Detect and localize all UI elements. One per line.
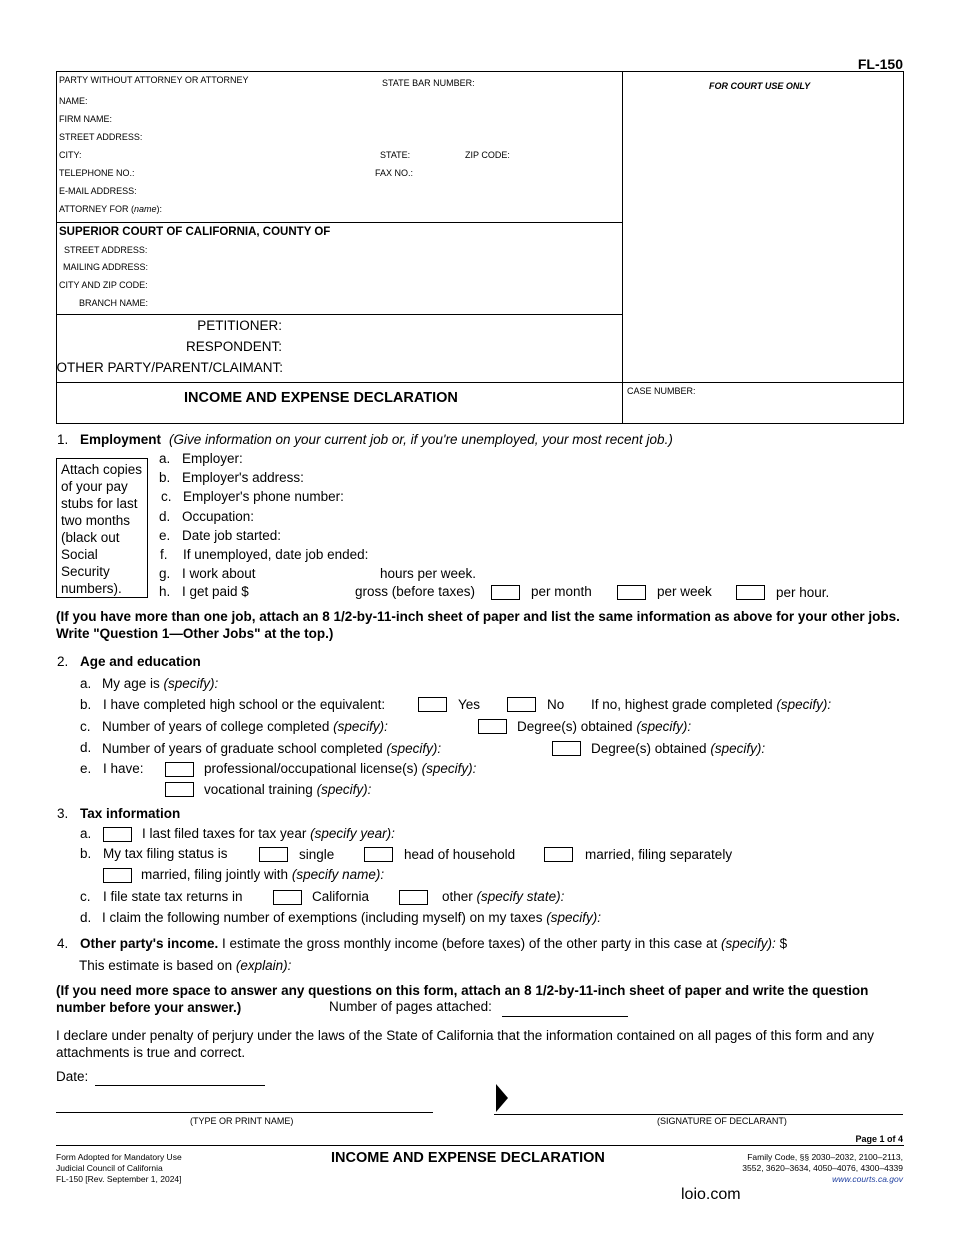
more-jobs-note: (If you have more than one job, attach an 8 1/2-by-11-inch sheet of paper and list the same information as above for your other jobs. Write "Question 1—Other Jobs" at the top.) bbox=[56, 609, 900, 641]
q4-text: Other party's income. I estimate the gross monthly income (before taxes) of the other party in this case at (specify): $ bbox=[80, 936, 788, 951]
q1f-text: If unemployed, date job ended: bbox=[183, 547, 369, 562]
mfj-checkbox[interactable] bbox=[103, 868, 132, 883]
per-hour-label: per hour. bbox=[776, 585, 830, 600]
q1e-text: Date job started: bbox=[182, 528, 282, 543]
more-space-note: (If you need more space to answer any questions on this form, attach an 8 1/2-by-11-inch sheet of paper and write the question number before your answer.) bbox=[56, 983, 869, 1015]
adopted-line-2: Judicial Council of California bbox=[56, 1163, 163, 1173]
court-branch-label: BRANCH NAME: bbox=[79, 298, 149, 308]
q1a-text: Employer: bbox=[182, 451, 243, 466]
q3c-text: I file state tax returns in bbox=[103, 889, 243, 904]
zip-label: ZIP CODE: bbox=[465, 150, 510, 160]
q3c-letter: c. bbox=[80, 889, 91, 904]
per-hour-checkbox[interactable] bbox=[736, 585, 765, 600]
paystub-note: Attach copies of your pay stubs for last two months (black out Social Security numbers). bbox=[56, 458, 148, 598]
q3b-text: My tax filing status is bbox=[103, 846, 228, 861]
print-name-line[interactable] bbox=[56, 1112, 433, 1113]
q2-number: 2. bbox=[57, 654, 69, 669]
attorney-heading: PARTY WITHOUT ATTORNEY OR ATTORNEY bbox=[59, 75, 249, 85]
q1-note: (Give information on your current job or, if you're unemployed, your most recent job.) bbox=[169, 432, 673, 447]
city-label: CITY: bbox=[59, 150, 82, 160]
state-bar-label: STATE BAR NUMBER: bbox=[382, 78, 475, 88]
date-line[interactable] bbox=[95, 1085, 265, 1086]
q2d-letter: d. bbox=[80, 740, 92, 755]
grad-degree-checkbox[interactable] bbox=[552, 741, 581, 756]
single-checkbox[interactable] bbox=[259, 847, 288, 862]
q3a-letter: a. bbox=[80, 826, 92, 841]
divider-court bbox=[56, 222, 622, 223]
q3-heading: Tax information bbox=[80, 806, 181, 821]
court-street-label: STREET ADDRESS: bbox=[64, 245, 148, 255]
form-id: FL-150 bbox=[857, 56, 903, 72]
q3-number: 3. bbox=[57, 806, 69, 821]
form-title: INCOME AND EXPENSE DECLARATION bbox=[184, 390, 458, 406]
q2a-text: My age is (specify): bbox=[102, 676, 219, 691]
phone-label: TELEPHONE NO.: bbox=[59, 168, 135, 178]
court-city-label: CITY AND ZIP CODE: bbox=[59, 280, 148, 290]
per-month-label: per month bbox=[531, 584, 592, 599]
other-state-checkbox[interactable] bbox=[399, 890, 428, 905]
vocational-checkbox[interactable] bbox=[165, 782, 194, 797]
signature-label: (SIGNATURE OF DECLARANT) bbox=[657, 1116, 787, 1126]
q3d-letter: d. bbox=[80, 910, 92, 925]
name-label: NAME: bbox=[59, 96, 88, 106]
california-label: California bbox=[312, 889, 370, 904]
court-heading: SUPERIOR COURT OF CALIFORNIA, COUNTY OF bbox=[59, 226, 331, 238]
date-label: Date: bbox=[56, 1069, 89, 1084]
q2a-letter: a. bbox=[80, 676, 92, 691]
declaration-text: I declare under penalty of perjury under the laws of the State of California that the information contained on all pages of this form and any attachments is true and correct. bbox=[56, 1028, 874, 1060]
email-label: E-MAIL ADDRESS: bbox=[59, 186, 137, 196]
q1-heading: Employment bbox=[80, 432, 162, 447]
q1g-text: I work about bbox=[182, 566, 256, 581]
pages-attached-label: Number of pages attached: bbox=[329, 999, 492, 1014]
q3d-text: I claim the following number of exemptions (including myself) on my taxes (specify): bbox=[102, 910, 601, 925]
q2d-text: Number of years of graduate school completed (specify): bbox=[102, 741, 442, 756]
college-degree-label: Degree(s) obtained (specify): bbox=[517, 719, 692, 734]
state-label: STATE: bbox=[380, 150, 411, 160]
q2c-text: Number of years of college completed (specify): bbox=[102, 719, 388, 734]
grad-degree-label: Degree(s) obtained (specify): bbox=[591, 741, 766, 756]
footer-title: INCOME AND EXPENSE DECLARATION bbox=[331, 1150, 605, 1166]
divider-parties bbox=[56, 314, 622, 315]
q1d-letter: d. bbox=[159, 509, 171, 524]
q1c-text: Employer's phone number: bbox=[183, 489, 344, 504]
respondent-label: RESPONDENT: bbox=[185, 339, 282, 354]
hs-no-label: No bbox=[547, 697, 565, 712]
gross-label: gross (before taxes) bbox=[355, 584, 476, 599]
q1b-letter: b. bbox=[159, 470, 171, 485]
adopted-line-1: Form Adopted for Mandatory Use bbox=[56, 1152, 182, 1162]
q3b-letter: b. bbox=[80, 846, 92, 861]
per-week-label: per week bbox=[657, 584, 712, 599]
courts-link[interactable]: www.courts.ca.gov bbox=[832, 1174, 903, 1184]
q1h-letter: h. bbox=[159, 584, 171, 599]
street-label: STREET ADDRESS: bbox=[59, 132, 143, 142]
q2-heading: Age and education bbox=[80, 654, 201, 669]
code-line-1: Family Code, §§ 2030–2032, 2100–2113, bbox=[747, 1152, 903, 1162]
watermark: loio.com bbox=[681, 1186, 741, 1203]
california-checkbox[interactable] bbox=[273, 890, 302, 905]
q4-basis: This estimate is based on (explain): bbox=[79, 958, 292, 973]
signature-arrow-icon bbox=[496, 1084, 508, 1112]
mfs-label: married, filing separately bbox=[585, 847, 733, 862]
fax-label: FAX NO.: bbox=[375, 168, 414, 178]
case-number-label: CASE NUMBER: bbox=[627, 386, 696, 396]
q1e-letter: e. bbox=[159, 528, 171, 543]
q1f-letter: f. bbox=[160, 547, 168, 562]
vocational-label: vocational training (specify): bbox=[204, 782, 372, 797]
pages-attached-line[interactable] bbox=[502, 1016, 628, 1017]
license-checkbox[interactable] bbox=[165, 762, 194, 777]
attorney-for-label: ATTORNEY FOR (name): bbox=[59, 204, 163, 214]
q1d-text: Occupation: bbox=[182, 509, 255, 524]
license-label: professional/occupational license(s) (specify): bbox=[204, 761, 477, 776]
print-name-label: (TYPE OR PRINT NAME) bbox=[190, 1116, 294, 1126]
signature-line[interactable] bbox=[494, 1114, 903, 1115]
court-mailing-label: MAILING ADDRESS: bbox=[63, 262, 149, 272]
q1b-text: Employer's address: bbox=[182, 470, 304, 485]
mfj-label: married, filing jointly with (specify name): bbox=[141, 867, 385, 882]
q1-number: 1. bbox=[57, 432, 69, 447]
adopted-line-3: FL-150 [Rev. September 1, 2024] bbox=[56, 1174, 182, 1184]
hoh-label: head of household bbox=[404, 847, 516, 862]
q1h-text: I get paid $ bbox=[182, 584, 249, 599]
hours-per-week-label: hours per week. bbox=[380, 566, 477, 581]
page-number: Page 1 of 4 bbox=[855, 1134, 903, 1144]
q2c-letter: c. bbox=[80, 719, 91, 734]
mfs-checkbox[interactable] bbox=[544, 847, 573, 862]
q1a-letter: a. bbox=[159, 451, 171, 466]
single-label: single bbox=[299, 847, 335, 862]
q2e-text: I have: bbox=[103, 761, 144, 776]
code-line-2: 3552, 3620–3634, 4050–4076, 4300–4339 bbox=[742, 1163, 903, 1173]
hs-yes-checkbox[interactable] bbox=[418, 697, 447, 712]
q3a-text: I last filed taxes for tax year (specify year): bbox=[142, 826, 395, 841]
hs-yes-label: Yes bbox=[458, 697, 481, 712]
other-party-label: OTHER PARTY/PARENT/CLAIMANT: bbox=[56, 360, 283, 375]
q1g-letter: g. bbox=[159, 566, 171, 581]
hs-no-checkbox[interactable] bbox=[507, 697, 536, 712]
per-month-checkbox[interactable] bbox=[491, 585, 520, 600]
q2b-if-no: If no, highest grade completed (specify): bbox=[591, 697, 832, 712]
caption-divider bbox=[622, 71, 623, 424]
per-week-checkbox[interactable] bbox=[617, 585, 646, 600]
tax-year-checkbox[interactable] bbox=[103, 827, 132, 842]
q2e-letter: e. bbox=[80, 761, 92, 776]
college-degree-checkbox[interactable] bbox=[478, 719, 507, 734]
q2b-letter: b. bbox=[80, 697, 92, 712]
court-use-label: FOR COURT USE ONLY bbox=[709, 81, 811, 91]
petitioner-label: PETITIONER: bbox=[197, 318, 282, 333]
q2b-text: I have completed high school or the equivalent: bbox=[103, 697, 386, 712]
hoh-checkbox[interactable] bbox=[364, 847, 393, 862]
footer-rule bbox=[56, 1145, 904, 1146]
other-state-label: other (specify state): bbox=[442, 889, 565, 904]
firm-label: FIRM NAME: bbox=[59, 114, 112, 124]
q4-number: 4. bbox=[57, 936, 69, 951]
divider-title bbox=[56, 382, 904, 383]
q1c-letter: c. bbox=[161, 489, 172, 504]
